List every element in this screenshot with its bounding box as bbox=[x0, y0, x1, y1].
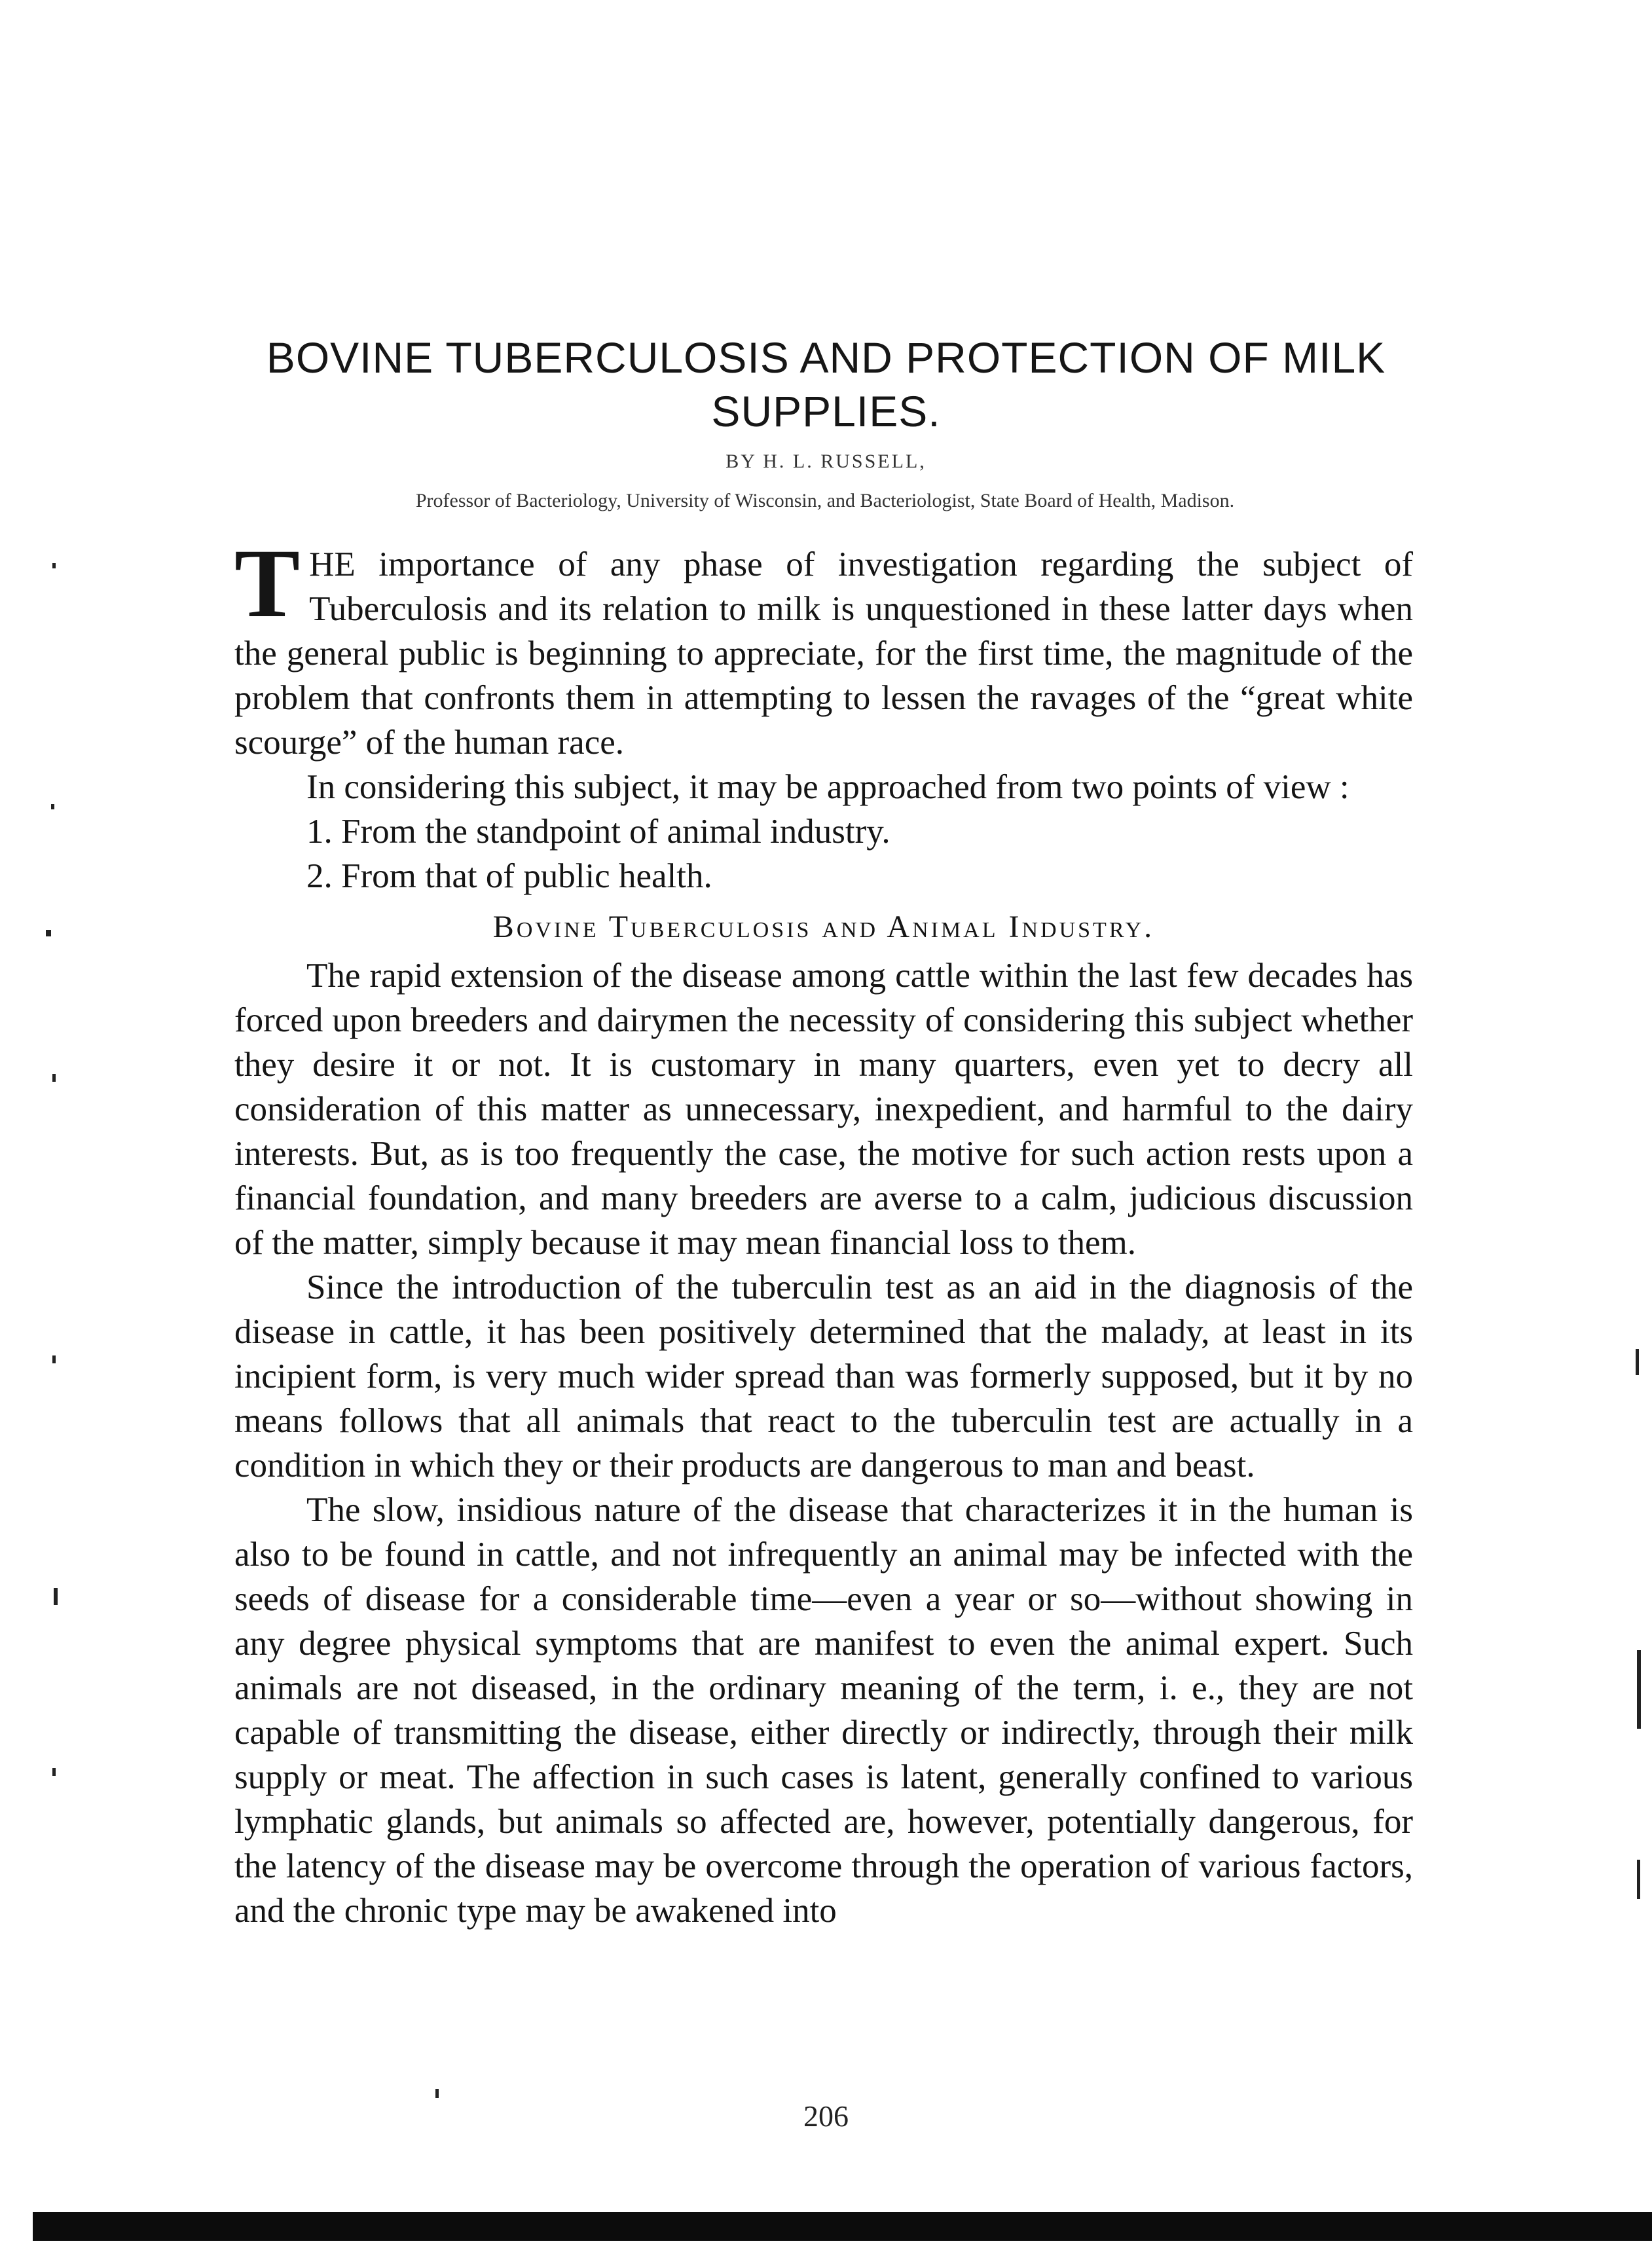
intro-paragraph-2: In considering this subject, it may be approached from two points of view : bbox=[306, 768, 1349, 806]
page-number: 206 bbox=[803, 2099, 849, 2133]
article-title-line-1: BOVINE TUBERCULOSIS AND PROTECTION OF MILK bbox=[266, 333, 1386, 382]
section-paragraph-3: The slow, insidious nature of the disease that characterizes it in the human is also to be found in cattle, and not infrequently an animal may be infected with the seeds of disease for a considerable time—even a year or so—without showing in any degree physical symptoms that are manifest to even the animal expert. Such animals are not diseased, in the ordinary meaning of the term, i. e., they are not capable of transmitting the disease, either directly or indirectly, through their milk supply or meat. The affection in such cases is latent, generally confined to various lymphatic glands, but animals so affected are, however, potentially dangerous, for the latency of the disease may be overcome through the operation of various factors, and the chronic type may be awakened into bbox=[234, 1491, 1413, 1930]
section-paragraph-1: The rapid extension of the disease among cattle within the last few decades has forced upon breeders and dairymen the necessity of considering this subject whether they desire it or not. It is customary in many quarters, even yet to decry all consideration of this matter as unnecessary, inexpedient, and harmful to the dairy interests. But, as is too frequently the case, the motive for such action rests upon a financial foundation, and many breeders are averse to a calm, judicious discussion of the matter, simply because it may mean financial loss to them. bbox=[234, 957, 1413, 1262]
scan-speck bbox=[52, 563, 56, 568]
section-heading: Bovine Tuberculosis and Animal Industry. bbox=[492, 910, 1155, 944]
scan-speck bbox=[46, 930, 51, 936]
scan-speck bbox=[54, 1588, 58, 1605]
drop-cap: T bbox=[234, 529, 301, 638]
section-paragraph-2: Since the introduction of the tuberculin test as an aid in the diagnosis of the disease in cattle, it has been positively determined that the malady, at least in its incipient form, is very much wider spread than was formerly supposed, but it by no means follows that all animals that react to the tuberculin test are actually in a condition in which they or their products are dangerous to man and beast. bbox=[234, 1268, 1413, 1484]
scan-speck bbox=[1637, 1650, 1641, 1729]
scan-speck bbox=[1637, 1860, 1640, 1899]
scan-speck bbox=[1636, 1349, 1639, 1375]
article-title-line-2: SUPPLIES. bbox=[711, 387, 941, 435]
scan-bottom-edge bbox=[33, 2212, 1652, 2241]
article-body bbox=[234, 529, 1413, 1933]
list-item-2: 2. From that of public health. bbox=[306, 857, 712, 895]
scan-speck bbox=[51, 804, 54, 809]
intro-paragraph-1 bbox=[234, 529, 1413, 765]
scan-speck bbox=[52, 1074, 56, 1082]
article-title bbox=[0, 331, 1652, 438]
scan-speck bbox=[435, 2089, 439, 2098]
scan-speck bbox=[52, 1355, 56, 1363]
list-item-1: 1. From the standpoint of animal industry. bbox=[306, 813, 890, 851]
author-affiliation: Professor of Bacteriology, University of Wisconsin, and Bacteriologist, State Board of Health, Madison. bbox=[415, 490, 1235, 511]
intro-paragraph-1-text: HE importance of any phase of investigation regarding the subject of Tuberculosis and its relation to milk is unquestioned in these latter days when the general public is beginning to appreciate, for the first time, the magnitude of the problem that confronts them in attempting to lessen the ravages of the “great white scourge” of the human race. bbox=[234, 545, 1413, 762]
scan-speck bbox=[52, 1768, 56, 1776]
author-byline: BY H. L. RUSSELL, bbox=[725, 451, 927, 472]
